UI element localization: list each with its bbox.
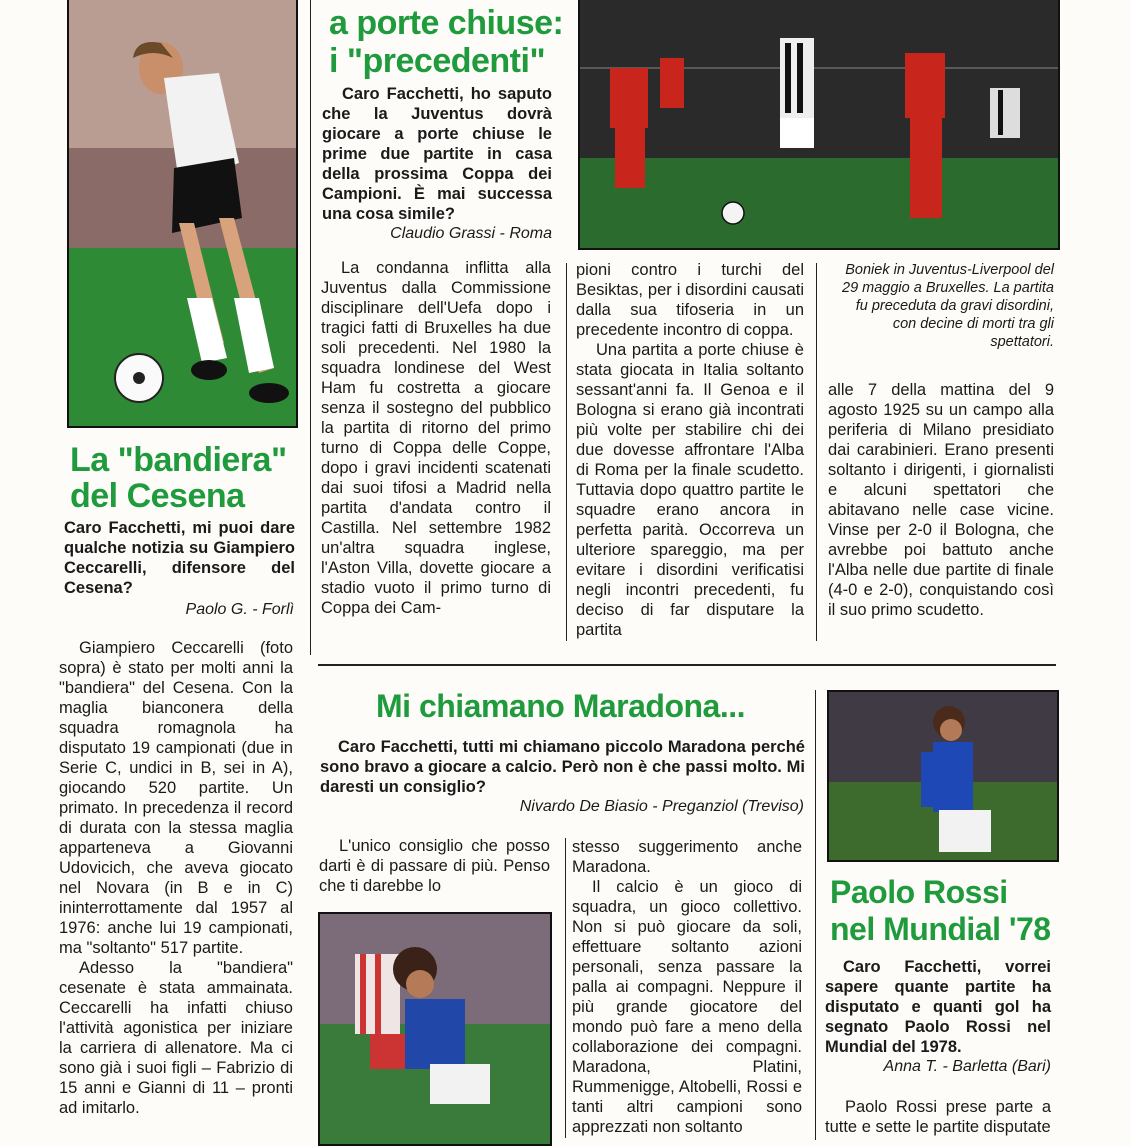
- answer-column: [576, 260, 804, 640]
- title-line: a porte chiuse:: [329, 4, 564, 42]
- title-line: Paolo Rossi: [830, 874, 1008, 910]
- title-line: i "precedenti": [329, 42, 546, 80]
- reader-question: Caro Facchetti, tutti mi chiamano piccolo Maradona perché sono bravo a giocare a calcio. Però non è che passi molto. Mi daresti un consiglio?: [320, 738, 805, 796]
- article-title-paolo-rossi: [830, 874, 1060, 948]
- answer-column: [59, 638, 293, 1118]
- answer-paragraph: Adesso la "bandiera" cesenate è stata ammainata. Ceccarelli ha infatti chiuso l'attività agonistica per iniziare la carriera di allenatore. Ma ci sono già i suoi figli – Fabrizio di 15 anni e Gianni di 11 – pronti ad imitarlo.: [59, 959, 293, 1117]
- reader-signature: Claudio Grassi - Roma: [390, 225, 552, 242]
- title-line: del Cesena: [70, 477, 245, 515]
- column-divider: [816, 263, 817, 641]
- answer-column: [319, 836, 550, 896]
- section-divider: [318, 664, 1056, 666]
- paolo-rossi-photo: [827, 690, 1059, 862]
- title-line: La "bandiera": [70, 441, 287, 479]
- article-title-maradona: Mi chiamano Maradona...: [376, 688, 746, 724]
- column-divider: [310, 0, 311, 655]
- boniek-match-photo: [578, 0, 1060, 250]
- answer-paragraph: Giampiero Ceccarelli (foto sopra) è stato per molti anni la "bandiera" del Cesena. Con la maglia bianconera della squadra romagnola ha disputato 19 campionati (due in Serie C, undici in B, sei in A), giocando 520 partite. Un primato. In precedenza il record di durata con la stessa maglia apparteneva a Giovanni Udovicich, che aveva giocato nel Novara (in B e in C) ininterrottamente dal 1957 al 1976: anche lui 19 campionati, ma "soltanto" 517 partite.: [59, 639, 293, 957]
- column-divider: [566, 263, 567, 641]
- answer-paragraph: stesso suggerimento anche Maradona.: [572, 838, 802, 876]
- reader-question: Caro Facchetti, ho saputo che la Juventus dovrà giocare a porte chiuse le prime due partite in casa della prossima Coppa dei Campioni. È mai successa una cosa simile?: [322, 85, 552, 223]
- answer-paragraph: Il calcio è un gioco di squadra, un gioco collettivo. Non si può giocare da soli, effettuare soltanto azioni personali, senza passare la palla ai compagni. Neppure il più grande giocatore del mondo può fare a meno della collaborazione dei compagni. Maradona, Platini, Rummenigge, Altobelli, Rossi e tanti altri campioni sono apprezzati non soltanto: [572, 878, 802, 1136]
- title-line: nel Mundial '78: [830, 911, 1051, 947]
- young-player-photo: [318, 912, 552, 1146]
- ceccarelli-photo: [67, 0, 298, 428]
- answer-paragraph: L'unico consiglio che posso darti è di passare di più. Penso che ti darebbe lo: [319, 837, 550, 895]
- reader-signature: Nivardo De Biasio - Preganziol (Treviso): [519, 798, 804, 815]
- answer-paragraph: pioni contro i turchi del Besiktas, per i disordini causati dalla sua tifoseria in un precedente incontro di coppa.: [576, 261, 804, 339]
- article-title-porte-chiuse: [329, 4, 569, 80]
- player-figure-icon: [829, 692, 1057, 860]
- answer-column: [828, 380, 1054, 620]
- player-figure-icon: [320, 914, 550, 1144]
- answer-paragraph: Una partita a porte chiuse è stata giocata in Italia soltanto sessant'anni fa. Il Genoa e il Bologna si erano già incontrati più volte per stabilire chi dei due dovesse affrontare l'Alba di Roma per la finale scudetto. Tuttavia dopo quattro partite le squadre erano ancora in perfetta parità. Occorreva un ulteriore spareggio, ma per evitare i disordini verificatisi negli incontri precedenti, fu deciso di far disputare la partita: [576, 341, 804, 639]
- reader-question: Caro Facchetti, mi puoi dare qualche notizia su Giampiero Ceccarelli, difensore del Cesena?: [64, 519, 295, 597]
- column-divider: [565, 838, 566, 1138]
- article-title-cesena: [70, 442, 310, 514]
- photo-caption: Boniek in Juventus-Liverpool del 29 maggio a Bruxelles. La partita fu preceduta da gravi disordini, con decine di morti tra gli spettatori.: [842, 262, 1054, 350]
- reader-signature: Anna T. - Barletta (Bari): [883, 1058, 1051, 1075]
- answer-column: [825, 1097, 1051, 1137]
- reader-question: Caro Facchetti, vorrei sapere quante partite ha disputato e quanti gol ha segnato Paolo Rossi nel Mundial del 1978.: [825, 958, 1051, 1056]
- answer-paragraph: Paolo Rossi prese parte a tutte e sette le partite disputate: [825, 1098, 1051, 1136]
- football-match-icon: [580, 0, 1058, 248]
- answer-column: [321, 258, 551, 618]
- answer-paragraph: La condanna inflitta alla Juventus dalla Commissione disciplinare dell'Uefa dopo i tragici fatti di Bruxelles ha due soli precedenti. Nel 1980 la squadra londinese del West Ham fu costretta a giocare senza il sostegno del pubblico la partita di ritorno del primo turno di Coppa delle Coppe, dopo i gravi incidenti scatenati dai suoi tifosi a Madrid nella partita d'andata contro il Castilla. Nel settembre 1982 un'altra squadra inglese, l'Aston Villa, dovette giocare a stadio vuoto il primo turno di Coppa dei Cam-: [321, 259, 551, 617]
- column-divider: [815, 690, 816, 1140]
- answer-column: [572, 837, 802, 1137]
- player-figure-icon: [69, 0, 296, 426]
- reader-signature: Paolo G. - Forlì: [185, 601, 294, 618]
- answer-paragraph: alle 7 della mattina del 9 agosto 1925 su un campo alla periferia di Milano presidiato dai carabinieri. Erano presenti soltanto i dirigenti, i giornalisti e alcuni spettatori che abitavano nelle case vicine. Vinse per 2-0 il Bologna, che avrebbe poi battuto anche l'Alba nelle due partite di finale (4-0 e 2-0), conquistando così il suo primo scudetto.: [828, 381, 1054, 619]
